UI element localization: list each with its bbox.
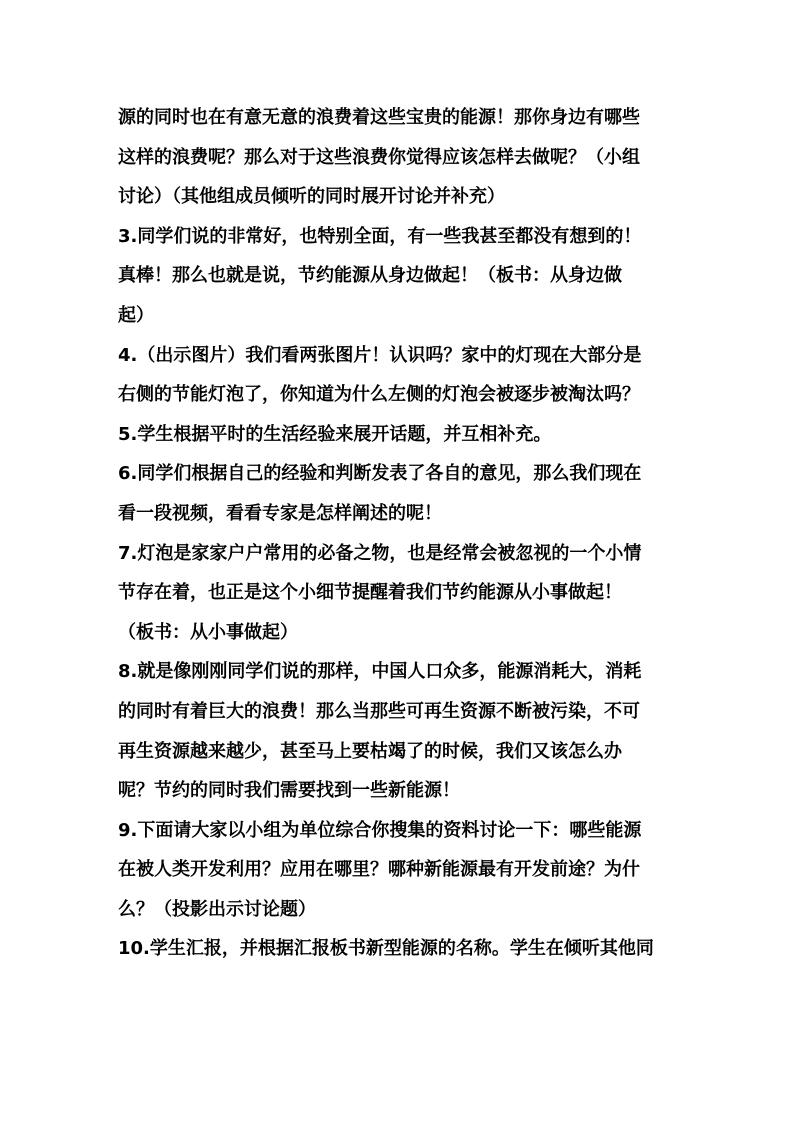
text-line: 呢？节约的同时我们需要找到一些新能源！ xyxy=(118,780,460,802)
text-line: 讨论）（其他组成员倾听的同时展开讨论并补充） xyxy=(118,186,505,208)
text-line: 9.下面请大家以小组为单位综合你搜集的资料讨论一下：哪些能源 xyxy=(118,819,642,841)
text-line: 看一段视频，看看专家是怎样阐述的呢！ xyxy=(118,502,442,524)
text-line: 在被人类开发利用？应用在哪里？哪种新能源最有开发前途？为什 xyxy=(118,859,640,881)
text-line: 的同时有着巨大的浪费！那么当那些可再生资源不断被污染，不可 xyxy=(118,700,640,722)
text-line: 10.学生汇报，并根据汇报板书新型能源的名称。学生在倾听其他同 xyxy=(118,938,654,960)
text-line: 源的同时也在有意无意的浪费着这些宝贵的能源！那你身边有哪些 xyxy=(118,107,640,128)
text-line: 再生资源越来越少，甚至马上要枯竭了的时候，我们又该怎么办 xyxy=(118,740,622,762)
text-line: 么？（投影出示讨论题） xyxy=(118,898,316,920)
document-body xyxy=(118,98,678,969)
text-line: 节存在着，也正是这个小细节提醒着我们节约能源从小事做起！ xyxy=(118,582,622,604)
text-line: 3.同学们说的非常好，也特别全面，有一些我甚至都没有想到的！ xyxy=(118,225,642,247)
text-line: 右侧的节能灯泡了，你知道为什么左侧的灯泡会被逐步被淘汰吗？ xyxy=(118,384,640,406)
text-line: 4.（出示图片）我们看两张图片！认识吗？家中的灯现在大部分是 xyxy=(118,344,642,366)
text-line: 7.灯泡是家家户户常用的必备之物，也是经常会被忽视的一个小情 xyxy=(118,542,642,564)
text-line: 5.学生根据平时的生活经验来展开话题，并互相补充。 xyxy=(118,423,552,445)
text-line: 6.同学们根据自己的经验和判断发表了各自的意见，那么我们现在 xyxy=(118,463,642,485)
text-line: 这样的浪费呢？那么对于这些浪费你觉得应该怎样去做呢？（小组 xyxy=(118,146,640,168)
text-line: （板书：从小事做起） xyxy=(118,621,298,643)
text-line: 起） xyxy=(118,304,154,326)
text-line: 真棒！那么也就是说，节约能源从身边做起！（板书：从身边做 xyxy=(118,265,622,287)
text-line: 8.就是像刚刚同学们说的那样，中国人口众多，能源消耗大，消耗 xyxy=(118,661,642,683)
